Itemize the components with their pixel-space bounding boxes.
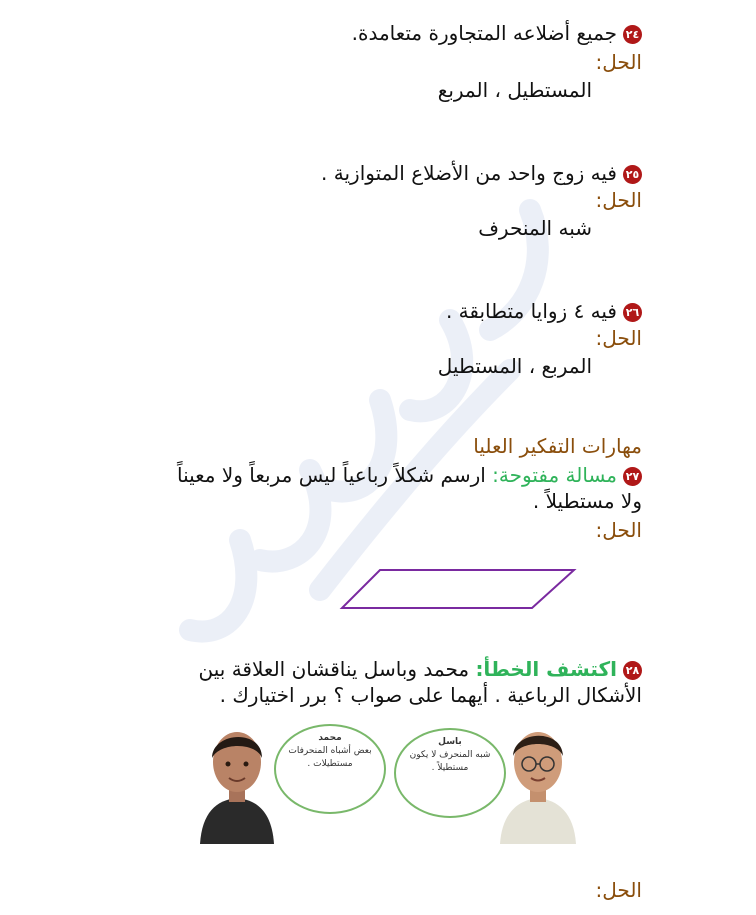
question-24 xyxy=(352,20,642,46)
speech-line: شبه المنحرف لا يكون xyxy=(409,750,491,760)
mohammed-speech-bubble xyxy=(274,724,386,814)
parallelogram-shape xyxy=(336,562,580,614)
solution-label: الحل: xyxy=(595,518,642,542)
speech-line: مستطيلات . xyxy=(307,759,353,769)
speaker-name: باسل xyxy=(438,737,462,747)
question-number-badge: ٢٤ xyxy=(623,25,642,44)
question-number-badge: ٢٧ xyxy=(623,467,642,486)
question-26 xyxy=(446,298,642,324)
discussion-illustration xyxy=(196,718,580,846)
solution-label: الحل: xyxy=(595,50,642,74)
question-number-badge: ٢٨ xyxy=(623,661,642,680)
solution-label: الحل: xyxy=(595,878,642,902)
basel-speech-bubble xyxy=(394,728,506,818)
question-text: فيه زوج واحد من الأضلاع المتوازية . xyxy=(321,161,617,185)
question-text: جميع أضلاعه المتجاورة متعامدة. xyxy=(351,21,617,45)
answer-text: المربع ، المستطيل xyxy=(437,354,592,378)
question-text: فيه ٤ زوايا متطابقة . xyxy=(445,299,617,323)
speech-line: بعض أشباه المنحرفات xyxy=(288,746,372,756)
basel-portrait xyxy=(496,718,580,844)
section-heading: مهارات التفكير العليا xyxy=(473,434,642,458)
speech-line: مستطيلاً . xyxy=(431,763,469,773)
question-number-badge: ٢٥ xyxy=(623,165,642,184)
question-25 xyxy=(321,160,642,186)
solution-label: الحل: xyxy=(595,326,642,350)
question-label: اكتشف الخطأ: xyxy=(475,657,617,681)
question-27 xyxy=(162,462,642,514)
question-number-badge: ٢٦ xyxy=(623,303,642,322)
question-text: محمد وباسل يناقشان العلاقة بين الأشكال الرباعية . أيهما على صواب ؟ برر اختيارك . xyxy=(198,657,642,707)
answer-text: شبه المنحرف xyxy=(478,216,592,240)
mohammed-portrait xyxy=(196,718,278,844)
answer-text: المستطيل ، المربع xyxy=(437,78,592,102)
question-28 xyxy=(166,656,642,708)
speaker-name: محمد xyxy=(318,733,342,743)
question-label: مسالة مفتوحة: xyxy=(492,463,617,487)
solution-label: الحل: xyxy=(595,188,642,212)
question-text: ارسم شكلاً رباعياً ليس مربعاً ولا معيناً ولا مستطيلاً . xyxy=(176,463,642,513)
